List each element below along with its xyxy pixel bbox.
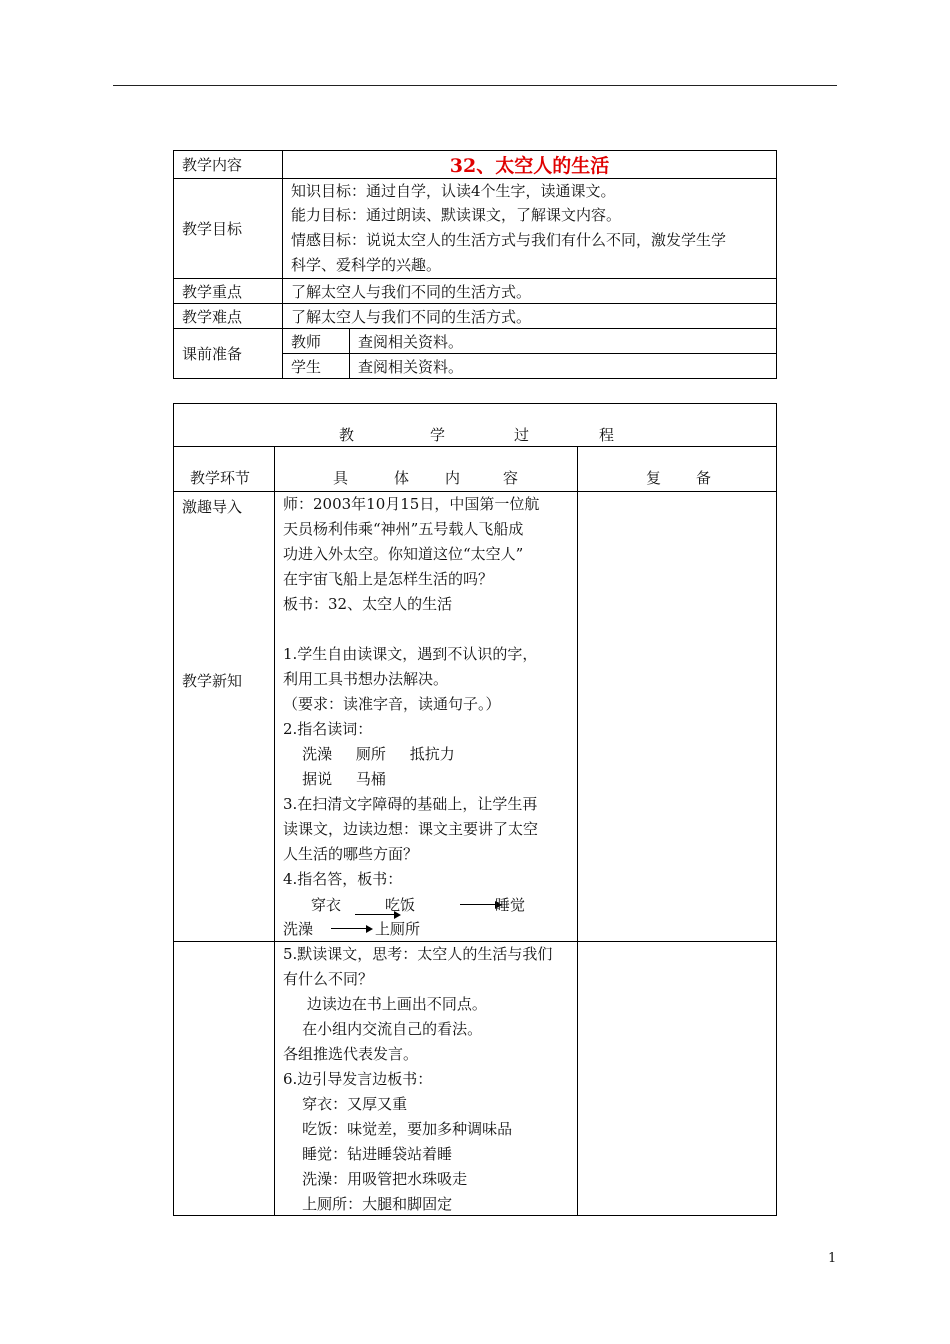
stage-cell-1 (174, 492, 275, 942)
review-cell-2 (578, 942, 777, 1216)
board-word-sleep: 睡觉 (495, 896, 526, 914)
prep-label: 课前准备 (174, 329, 283, 379)
review-cell-1 (578, 492, 777, 942)
content-line: 人生活的哪些方面？ (283, 845, 419, 863)
content-line: 边读边在书上画出不同点。 (283, 995, 487, 1013)
page-number: 1 (828, 1251, 837, 1266)
content-cell-1 (275, 492, 578, 942)
col-stage-header (174, 447, 275, 492)
col-content-char-2: 体 (394, 469, 410, 487)
col-review-char-2: 备 (696, 469, 712, 487)
goal-line-2: 能力目标：通过朗读、默读课文，了解课文内容。 (291, 206, 622, 224)
board-word-toilet: 上厕所 (375, 920, 421, 938)
content-line: 据说 马桶 (283, 770, 386, 788)
process-header-char-1: 教 (339, 426, 355, 444)
content-line: （要求：读准字音，读通句子。） (283, 695, 501, 713)
goal-line-1: 知识目标：通过自学，认读4个生字，读通课文。 (291, 182, 616, 200)
student-label: 学生 (283, 354, 350, 379)
content-line: 板书：32、太空人的生活 (283, 595, 453, 613)
board-word-dress: 穿衣 (311, 896, 342, 914)
content-line: 在小组内交流自己的看法。 (283, 1020, 483, 1038)
difficulty-text: 了解太空人与我们不同的生活方式。 (283, 304, 777, 329)
content-line: 6.边引导发言边板书： (283, 1070, 433, 1088)
teaching-process-table (173, 403, 777, 1216)
content-label: 教学内容 (174, 151, 283, 179)
process-header-char-4: 程 (599, 426, 615, 444)
content-line: 4.指名答，板书： (283, 870, 403, 888)
content-line: 2.指名读词： (283, 720, 373, 738)
student-text: 查阅相关资料。 (350, 354, 777, 379)
col-review-char-1: 复 (646, 469, 662, 487)
key-text: 了解太空人与我们不同的生活方式。 (283, 279, 777, 304)
process-header-char-3: 过 (514, 426, 530, 444)
content-line: 各组推选代表发言。 (283, 1045, 419, 1063)
content-line: 有什么不同？ (283, 970, 374, 988)
content-line: 睡觉：钻进睡袋站着睡 (283, 1145, 453, 1163)
lesson-info-table (173, 150, 777, 379)
board-word-eat: 吃饭 (385, 896, 416, 914)
process-header-char-2: 学 (430, 426, 446, 444)
content-line: 5.默读课文，思考：太空人的生活与我们 (283, 945, 553, 963)
teacher-label: 教师 (283, 329, 350, 354)
col-content-char-3: 内 (445, 469, 461, 487)
content-line: 天员杨利伟乘“神州”五号载人飞船成 (283, 520, 524, 538)
board-arrow-3 (331, 928, 371, 929)
board-arrow-2 (460, 904, 500, 905)
col-content-header (275, 447, 578, 492)
key-label: 教学重点 (174, 279, 283, 304)
goal-cell (283, 179, 777, 279)
goal-label: 教学目标 (174, 179, 283, 279)
content-line: 吃饭：味觉差，要加多种调味品 (283, 1120, 513, 1138)
col-content-char-4: 容 (503, 469, 519, 487)
content-line: 穿衣：又厚又重 (283, 1095, 408, 1113)
col-content-char-1: 具 (333, 469, 349, 487)
content-line: 师：2003年10月15日，中国第一位航 (283, 495, 540, 513)
stage-cell-2 (174, 942, 275, 1216)
content-line: 洗澡：用吸管把水珠吸走 (283, 1170, 468, 1188)
difficulty-label: 教学难点 (174, 304, 283, 329)
content-line: 功进入外太空。你知道这位“太空人” (283, 545, 524, 563)
content-cell-2 (275, 942, 578, 1216)
board-arrow-1 (355, 914, 399, 915)
lesson-title: 32、太空人的生活 (283, 151, 777, 179)
goal-line-4: 科学、爱科学的兴趣。 (291, 256, 442, 274)
content-line: 洗澡 厕所 抵抗力 (283, 745, 455, 763)
header-rule (113, 85, 837, 86)
content-line: 上厕所：大腿和脚固定 (283, 1195, 453, 1213)
stage-intro-label: 激趣导入 (182, 498, 243, 516)
content-line: 利用工具书想办法解决。 (283, 670, 449, 688)
stage-new-label: 教学新知 (182, 672, 243, 690)
content-line: 1.学生自由读课文，遇到不认识的字， (283, 645, 538, 663)
teacher-text: 查阅相关资料。 (350, 329, 777, 354)
board-word-bath: 洗澡 (283, 920, 314, 938)
col-stage-label: 教学环节 (190, 469, 251, 487)
goal-line-3: 情感目标：说说太空人的生活方式与我们有什么不同，激发学生学 (291, 231, 727, 249)
col-review-header (578, 447, 777, 492)
content-line: 在宇宙飞船上是怎样生活的吗？ (283, 570, 494, 588)
content-line: 读课文，边读边想：课文主要讲了太空 (283, 820, 539, 838)
content-line: 3.在扫清文字障碍的基础上，让学生再 (283, 795, 538, 813)
process-header (174, 404, 777, 447)
